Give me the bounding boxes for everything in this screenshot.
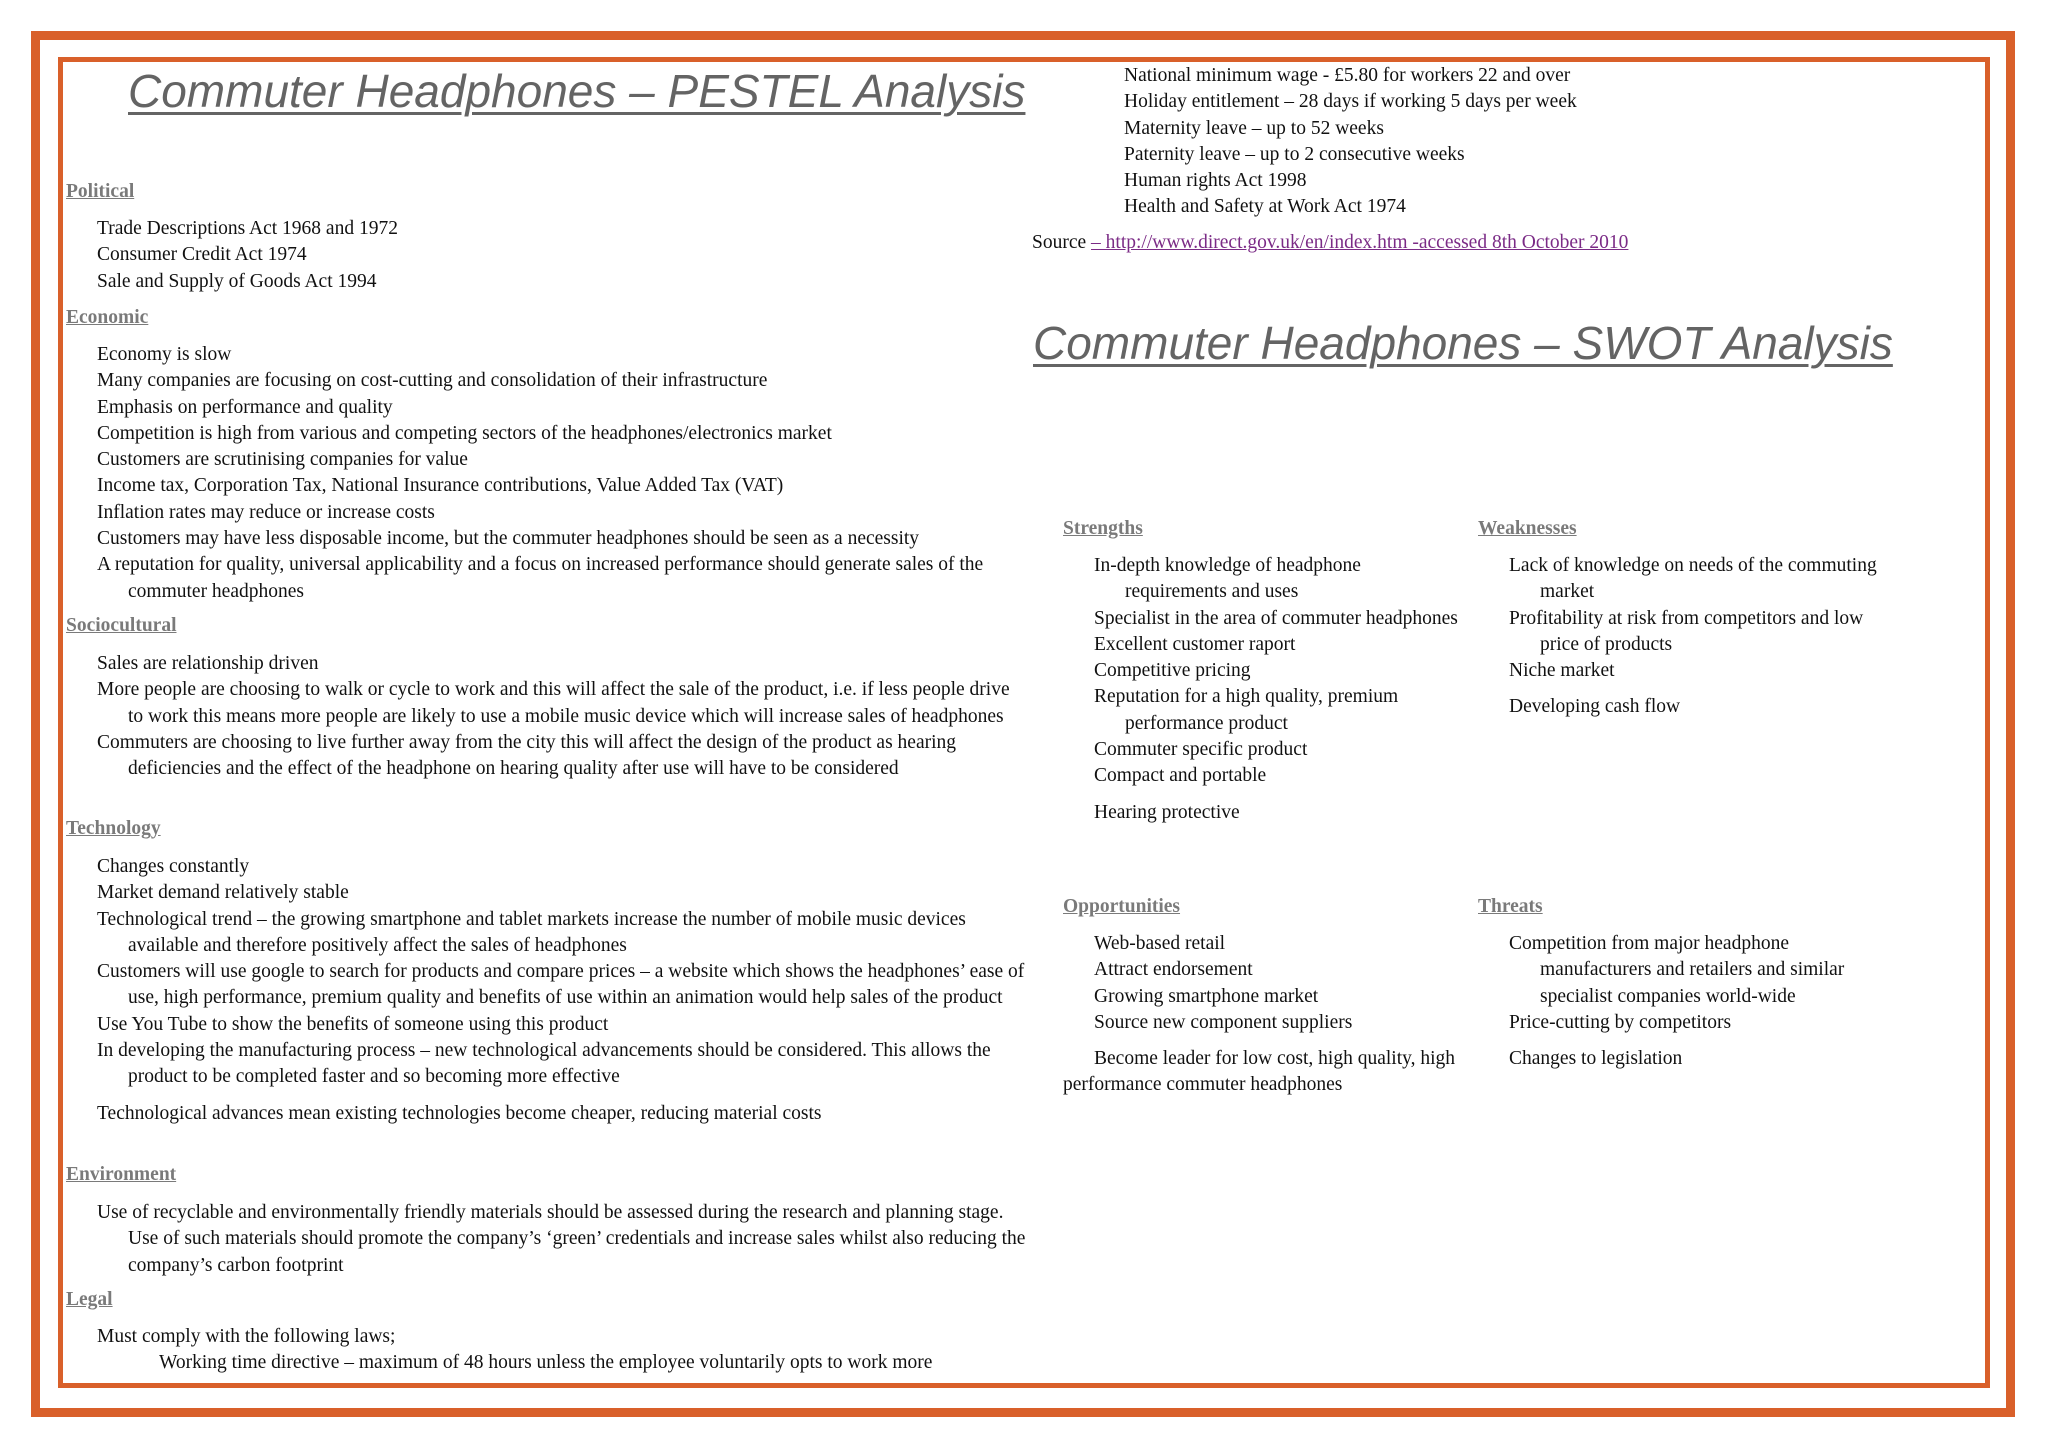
list-item: Reputation for a high quality, premium performance product — [1094, 686, 1399, 734]
economic-list — [97, 342, 1027, 605]
list-item: Maternity leave – up to 52 weeks — [1124, 117, 1384, 139]
list-item: Competitive pricing — [1094, 660, 1251, 682]
list-item: Niche market — [1509, 660, 1615, 682]
legal-heading: Legal — [66, 1289, 113, 1310]
list-item: Paternity leave – up to 2 consecutive weeks — [1124, 143, 1465, 165]
list-item: Changes to legislation — [1509, 1048, 1683, 1070]
list-item: Inflation rates may reduce or increase costs — [97, 501, 435, 523]
list-item: Customers may have less disposable income, but the commuter headphones should be seen as a necessity — [97, 528, 920, 550]
sociocultural-heading: Sociocultural — [66, 615, 177, 636]
list-item: Human rights Act 1998 — [1124, 170, 1307, 192]
list-item: More people are choosing to walk or cycle to work and this will affect the sale of the product, i.e. if less people drive to work this means more people are likely to use a mobile music device which will increase sales of headphones — [97, 679, 1010, 727]
list-item: Changes constantly — [97, 856, 250, 877]
list-item: Developing cash flow — [1509, 696, 1681, 718]
list-item: Web-based retail — [1094, 933, 1226, 954]
list-item: Customers are scrutinising companies for value — [97, 449, 468, 471]
legal-laws-continued — [1124, 63, 1577, 221]
political-heading: Political — [66, 181, 135, 202]
weaknesses-list — [1509, 553, 1879, 721]
list-item: Technological trend – the growing smartphone and tablet markets increase the number of mobile music devices available and therefore positively affect the sales of headphones — [97, 908, 966, 956]
economic-heading: Economic — [66, 307, 149, 328]
list-item: In-depth knowledge of headphone requirements and uses — [1094, 555, 1361, 603]
list-item: Trade Descriptions Act 1968 and 1972 — [97, 218, 398, 239]
threats-list — [1509, 931, 1879, 1072]
list-item: Commuters are choosing to live further away from the city this will affect the design of the product as hearing deficiencies and the effect of the headphone on hearing quality after use will have to be considered — [97, 731, 957, 780]
opportunities-heading: Opportunities — [1063, 896, 1181, 917]
technology-heading: Technology — [66, 818, 161, 839]
strengths-heading: Strengths — [1063, 518, 1143, 539]
list-item: Technological advances mean existing technologies become cheaper, reducing material costs — [97, 1102, 822, 1124]
list-item: A reputation for quality, universal applicability and a focus on increased performance should generate sales of the commuter headphones — [97, 554, 984, 602]
list-item: Growing smartphone market — [1094, 985, 1319, 1007]
swot-title: Commuter Headphones – SWOT Analysis — [1033, 317, 1893, 369]
political-list — [97, 216, 1027, 295]
source-line — [1032, 232, 1628, 254]
list-item: Competition is high from various and competing sectors of the headphones/electronics market — [97, 422, 832, 444]
list-item: Profitability at risk from competitors and low price of products — [1509, 607, 1864, 655]
list-item: Sales are relationship driven — [97, 653, 319, 674]
list-item: In developing the manufacturing process – new technological advancements should be considered. This allows the product to be completed faster and so becoming more effective — [97, 1040, 991, 1088]
list-item: Lack of knowledge on needs of the commuting market — [1509, 555, 1877, 603]
source-link[interactable]: – http://www.direct.gov.uk/en/index.htm -accessed 8th October 2010 — [1091, 232, 1629, 253]
pestel-title: Commuter Headphones – PESTEL Analysis — [128, 65, 1026, 117]
sociocultural-list — [97, 651, 1027, 782]
list-item: Competition from major headphone manufacturers and retailers and similar specialist companies world-wide — [1509, 933, 1845, 1007]
technology-list — [97, 854, 1027, 1127]
list-item: Excellent customer raport — [1094, 633, 1296, 655]
list-item: Use of recyclable and environmentally friendly materials should be assessed during the research and planning stage. Use of such materials should promote the company’s ‘green’ credentials and increase sales whilst also reducing the company’s carbon footprint — [97, 1202, 1026, 1276]
list-item: Sale and Supply of Goods Act 1994 — [97, 270, 377, 292]
list-item: Specialist in the area of commuter headphones — [1094, 607, 1458, 629]
list-item: Emphasis on performance and quality — [97, 396, 393, 418]
weaknesses-heading: Weaknesses — [1478, 518, 1577, 539]
legal-law: Working time directive – maximum of 48 hours unless the employee voluntarily opts to work more — [159, 1352, 933, 1373]
list-item: Customers will use google to search for products and compare prices – a website which shows the headphones’ ease of use, high performance, premium quality and benefits of use within an animation would help sales of the product — [97, 961, 1025, 1009]
list-item: Many companies are focusing on cost-cutting and consolidation of their infrastructure — [97, 370, 768, 392]
list-item: Economy is slow — [97, 344, 232, 365]
opportunities-list — [1063, 931, 1464, 1099]
list-item: Compact and portable — [1094, 765, 1267, 787]
source-label: Source — [1032, 232, 1092, 253]
list-item: Commuter specific product — [1094, 739, 1308, 761]
strengths-list — [1094, 553, 1464, 826]
list-item: Income tax, Corporation Tax, National Insurance contributions, Value Added Tax (VAT) — [97, 475, 784, 497]
list-item: National minimum wage - £5.80 for workers 22 and over — [1124, 65, 1571, 86]
list-item: Market demand relatively stable — [97, 882, 349, 904]
list-item: Consumer Credit Act 1974 — [97, 244, 307, 266]
list-item: Holiday entitlement – 28 days if working 5 days per week — [1124, 91, 1577, 113]
environment-list — [97, 1200, 1027, 1279]
list-item: Hearing protective — [1094, 801, 1240, 823]
threats-heading: Threats — [1478, 896, 1543, 917]
list-item: Price-cutting by competitors — [1509, 1011, 1732, 1033]
environment-heading: Environment — [66, 1164, 177, 1185]
list-item: Health and Safety at Work Act 1974 — [1124, 196, 1406, 218]
list-item: Attract endorsement — [1094, 959, 1253, 981]
legal-intro: Must comply with the following laws; — [97, 1326, 396, 1347]
list-item: Become leader for low cost, high quality, high performance commuter headphones — [1063, 1048, 1456, 1096]
list-item: Use You Tube to show the benefits of someone using this product — [97, 1013, 609, 1035]
list-item: Source new component suppliers — [1094, 1011, 1353, 1033]
